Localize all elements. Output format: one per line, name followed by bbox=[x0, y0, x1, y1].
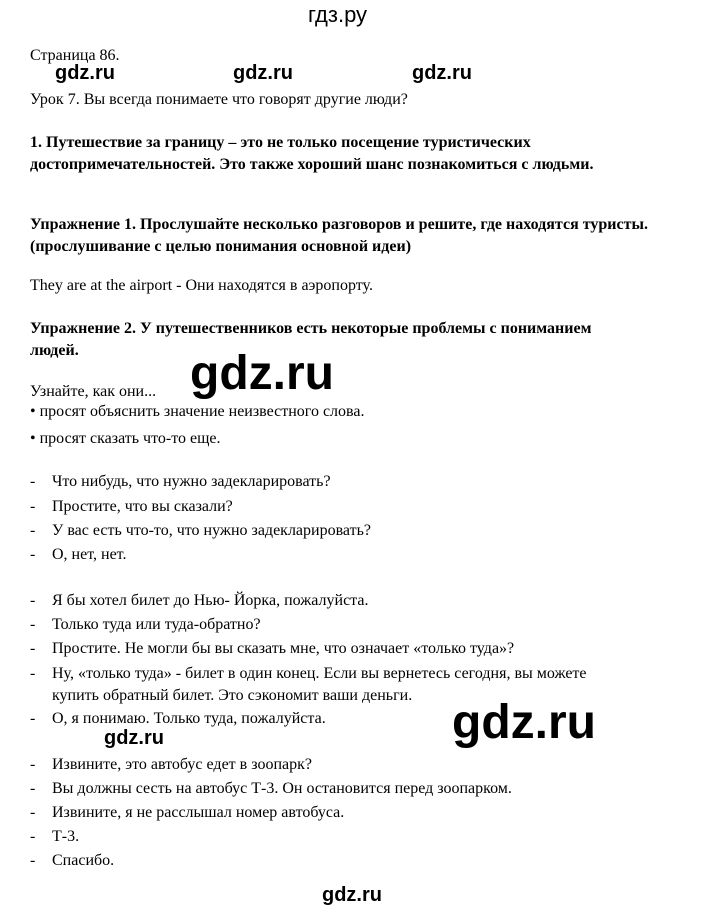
dialogue-line bbox=[30, 472, 331, 492]
dash-marker: - bbox=[30, 710, 36, 727]
dialogue-text: Извините, это автобус едет в зоопарк? bbox=[52, 756, 312, 773]
dialogue-text: О, я понимаю. Только туда, пожалуйста. bbox=[52, 710, 326, 727]
section-1-text: 1. Путешествие за границу – это не только посещение туристических достопримечательностей. Это также хороший шанс познакомиться с людьми. bbox=[30, 134, 594, 173]
watermark-top: гдз.ру bbox=[308, 2, 368, 27]
dialogue-line bbox=[30, 615, 261, 635]
bullet-item: • просят сказать что-то еще. bbox=[30, 430, 221, 447]
dialogue-text: Простите. Не могли бы вы сказать мне, что означает «только туда»? bbox=[52, 640, 515, 657]
exercise-1-title: Упражнение 1. Прослушайте несколько разговоров и решите, где находятся туристы. (прослушивание с целью понимания основной идеи) bbox=[30, 216, 648, 255]
watermark-bottom: gdz.ru bbox=[322, 884, 382, 906]
dash-marker: - bbox=[30, 665, 36, 682]
page-number: Страница 86. bbox=[30, 47, 120, 64]
dash-marker: - bbox=[30, 616, 36, 633]
exercise-2-intro: Узнайте, как они... bbox=[30, 383, 157, 400]
dialogue-text: У вас есть что-то, что нужно задекларировать? bbox=[52, 522, 372, 539]
dash-marker: - bbox=[30, 522, 36, 539]
watermark-small-3: gdz.ru bbox=[412, 62, 472, 84]
dialogue-text: Простите, что вы сказали? bbox=[52, 498, 233, 515]
watermark-large-1: gdz.ru bbox=[190, 347, 334, 400]
dialogue-line bbox=[30, 709, 326, 729]
dialogue-text: Извините, я не расслышал номер автобуса. bbox=[52, 804, 345, 821]
dialogue-line bbox=[30, 663, 630, 707]
dialogue-line bbox=[30, 591, 368, 611]
bullet-item: • просят объяснить значение неизвестного слова. bbox=[30, 403, 365, 420]
dialogue-text: Ну, «только туда» - билет в один конец. Если вы вернетесь сегодня, вы можете купить обратный билет. Это сэкономит ваши деньги. bbox=[52, 665, 587, 704]
dialogue-text: Только туда или туда-обратно? bbox=[52, 616, 261, 633]
watermark-small-2: gdz.ru bbox=[233, 62, 293, 84]
dialogue-text: Я бы хотел билет до Нью- Йорка, пожалуйста. bbox=[52, 592, 369, 609]
watermark-small-4: gdz.ru bbox=[104, 727, 164, 749]
dash-marker: - bbox=[30, 473, 36, 490]
dash-marker: - bbox=[30, 780, 36, 797]
dialogue-line bbox=[30, 639, 514, 659]
dash-marker: - bbox=[30, 804, 36, 821]
watermark-large-2: gdz.ru bbox=[452, 696, 596, 749]
dialogue-line bbox=[30, 803, 344, 823]
dialogue-text: Спасибо. bbox=[52, 852, 115, 869]
dialogue-line bbox=[30, 521, 371, 541]
dialogue-line bbox=[30, 779, 512, 799]
dialogue-text: О, нет, нет. bbox=[52, 546, 127, 563]
dash-marker: - bbox=[30, 828, 36, 845]
dialogue-line bbox=[30, 827, 79, 847]
dialogue-text: Вы должны сесть на автобус Т-3. Он остановится перед зоопарком. bbox=[52, 780, 512, 797]
dialogue-line bbox=[30, 497, 233, 517]
dialogue-line bbox=[30, 545, 126, 565]
dash-marker: - bbox=[30, 592, 36, 609]
dialogue-text: Т-3. bbox=[52, 828, 80, 845]
dash-marker: - bbox=[30, 756, 36, 773]
dash-marker: - bbox=[30, 498, 36, 515]
dialogue-line bbox=[30, 755, 312, 775]
dash-marker: - bbox=[30, 640, 36, 657]
dash-marker: - bbox=[30, 546, 36, 563]
watermark-small-1: gdz.ru bbox=[55, 62, 115, 84]
dialogue-text: Что нибудь, что нужно задекларировать? bbox=[52, 473, 331, 490]
exercise-2-title: Упражнение 2. У путешественников есть некоторые проблемы с пониманием людей. bbox=[30, 320, 592, 359]
dash-marker: - bbox=[30, 852, 36, 869]
lesson-title: Урок 7. Вы всегда понимаете что говорят другие люди? bbox=[30, 91, 408, 108]
dialogue-line bbox=[30, 851, 114, 871]
exercise-1-answer: They are at the airport - Они находятся в аэропорту. bbox=[30, 277, 373, 294]
